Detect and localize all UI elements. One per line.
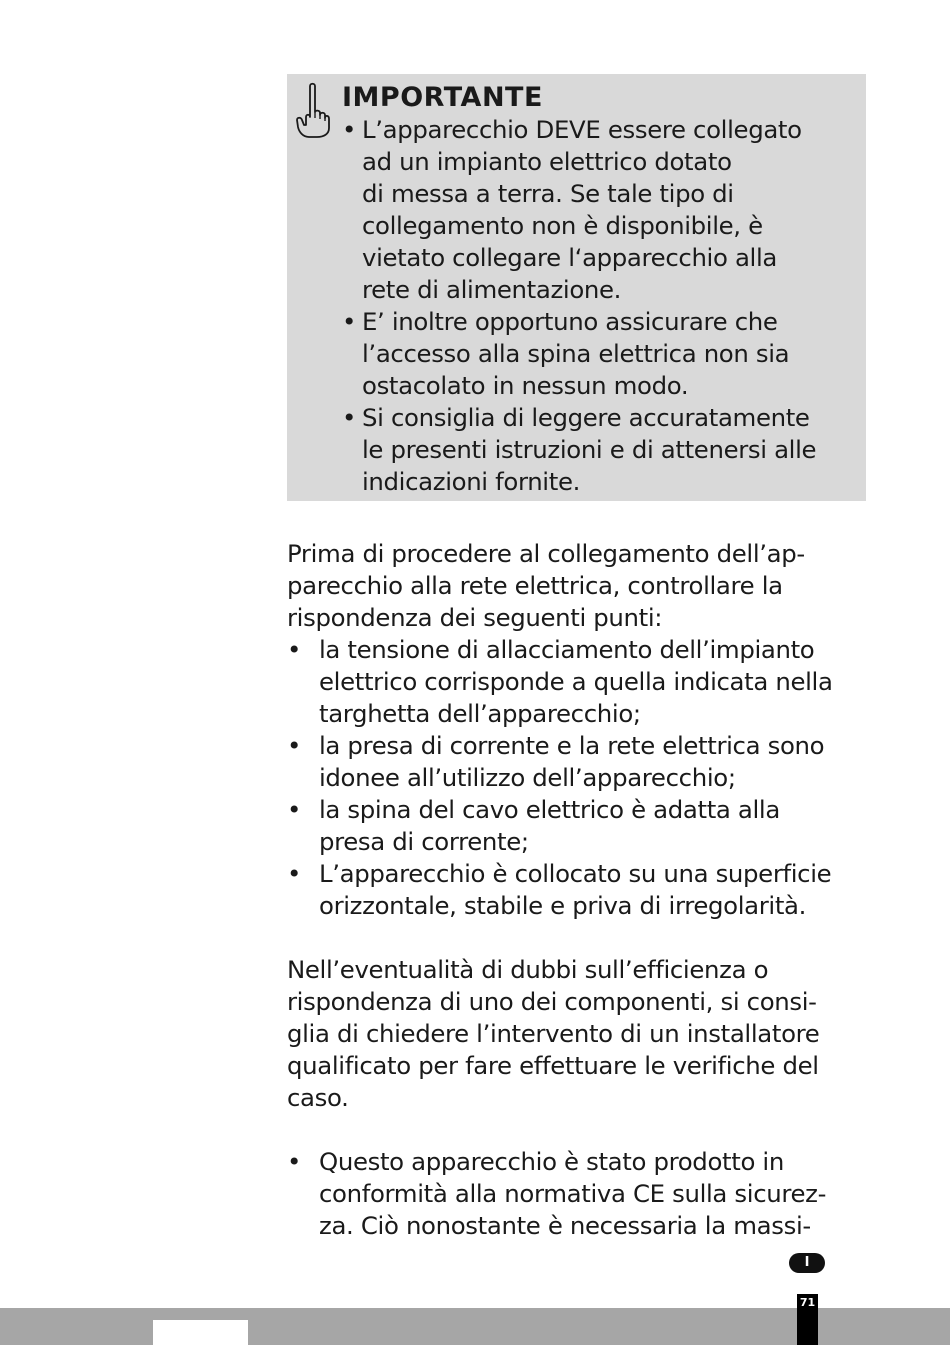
checklist xyxy=(287,634,867,922)
important-title: IMPORTANTE xyxy=(342,82,543,113)
language-badge: I xyxy=(789,1253,825,1273)
important-item: • Si consiglia di leggere accuratamente le presenti istruzioni e di attenersi alle indicazioni fornite. xyxy=(342,402,862,498)
ce-item: • Questo apparecchio è stato prodotto in conformità alla normativa CE sulla sicurez- za. Ciò nonostante è necessaria la massi- xyxy=(287,1146,867,1242)
intro-paragraph: Prima di procedere al collegamento dell’ap- parecchio alla rete elettrica, controllare la rispondenza dei seguenti punti: xyxy=(287,539,805,632)
doubts-paragraph: Nell’eventualità di dubbi sull’efficienza o rispondenza di uno dei componenti, si consi- glia di chiedere l’intervento di un installatore qualificato per fare effettuare le verifiche del caso. xyxy=(287,955,820,1112)
ce-list xyxy=(287,1146,867,1242)
pointing-hand-icon xyxy=(295,82,331,138)
checklist-item: • L’apparecchio è collocato su una superficie orizzontale, stabile e priva di irregolarità. xyxy=(287,858,867,922)
important-list xyxy=(342,114,862,498)
footer-box xyxy=(153,1320,248,1345)
page-number: 71 xyxy=(797,1294,818,1345)
checklist-item: • la presa di corrente e la rete elettrica sono idonee all’utilizzo dell’apparecchio; xyxy=(287,730,867,794)
important-notice-box xyxy=(287,74,866,501)
checklist-item: • la tensione di allacciamento dell’impianto elettrico corrisponde a quella indicata nella targhetta dell’apparecchio; xyxy=(287,634,867,730)
important-item: • L’apparecchio DEVE essere collegato ad un impianto elettrico dotato di messa a terra. Se tale tipo di collegamento non è disponibile, è vietato collegare l‘apparecchio alla rete di alimentazione. xyxy=(342,114,862,306)
checklist-item: • la spina del cavo elettrico è adatta alla presa di corrente; xyxy=(287,794,867,858)
important-item: • E’ inoltre opportuno assicurare che l’accesso alla spina elettrica non sia ostacolato in nessun modo. xyxy=(342,306,862,402)
